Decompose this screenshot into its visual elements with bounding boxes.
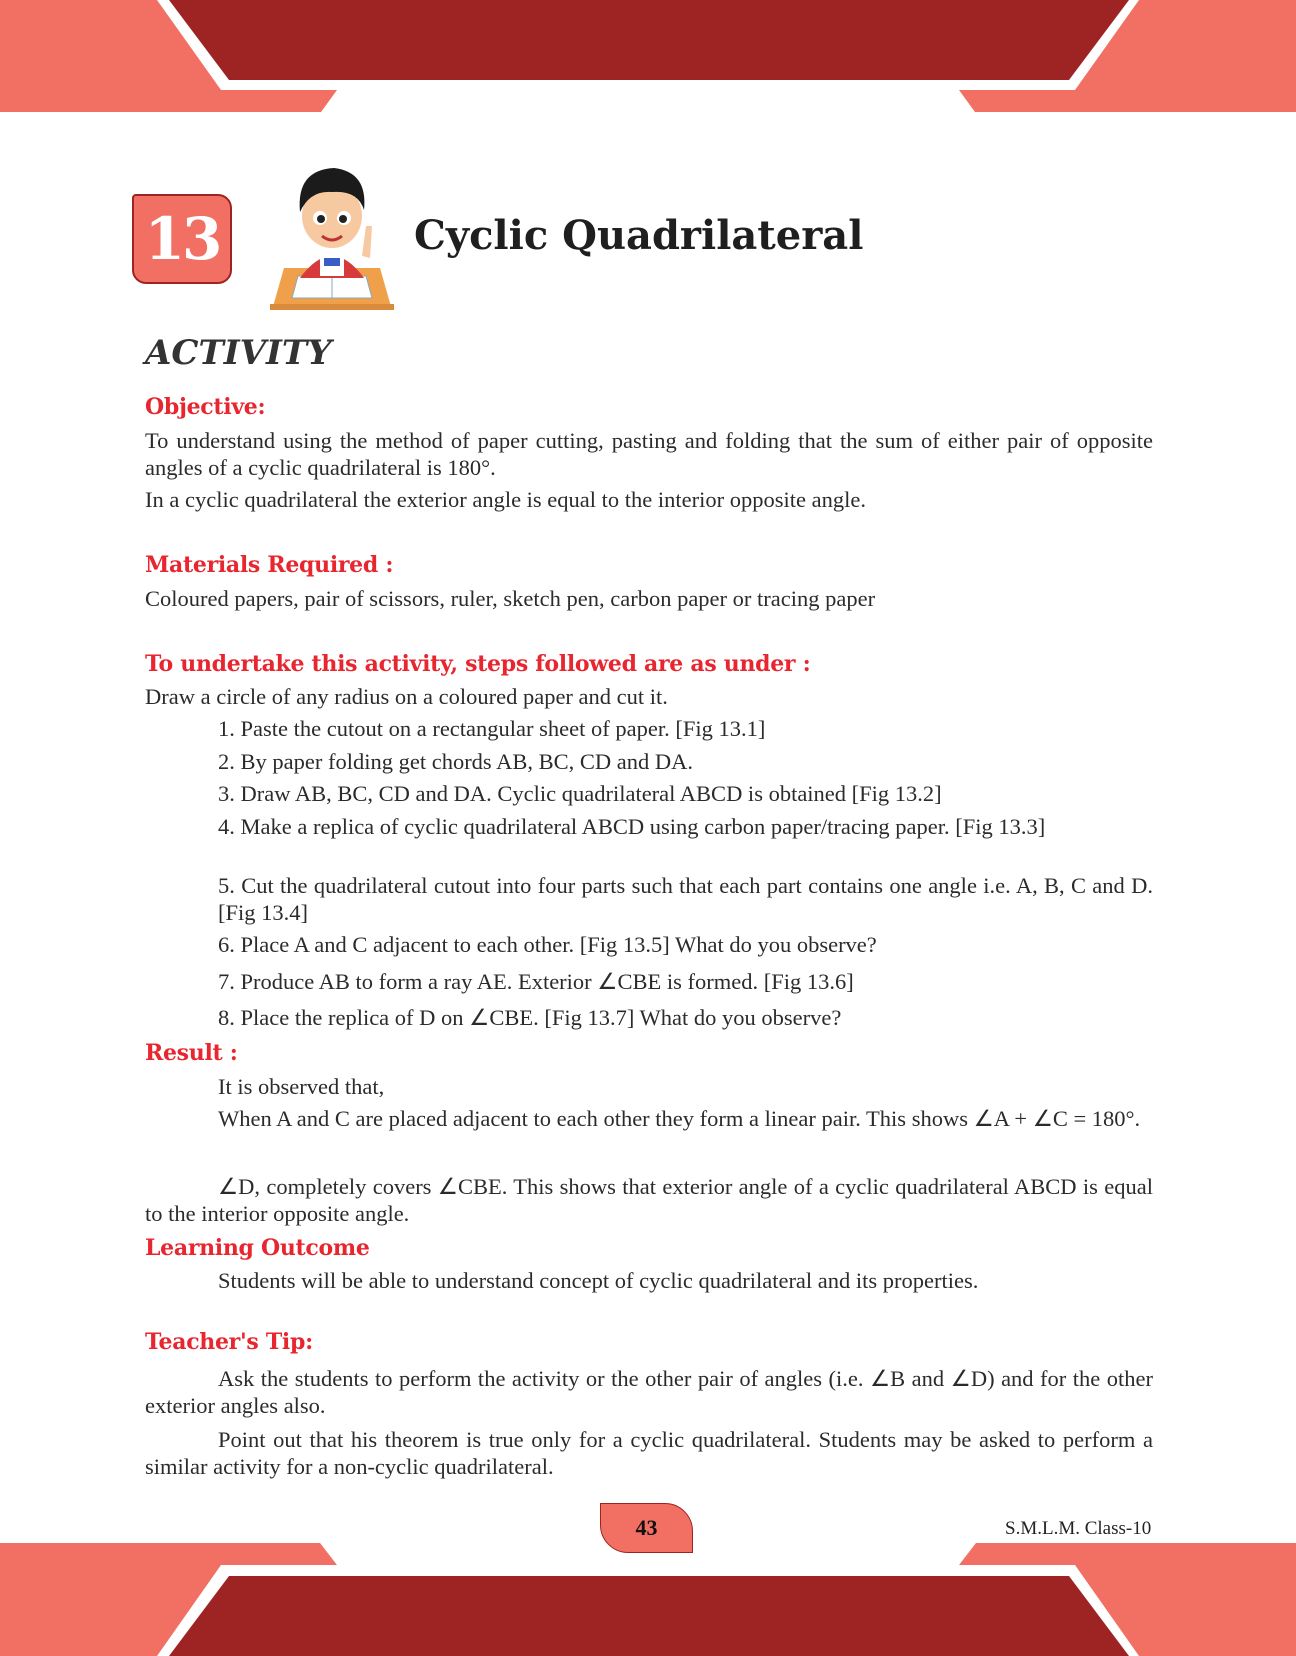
objective-heading: Objective: [145,394,266,420]
step-item: 7. Produce AB to form a ray AE. Exterior ∠CBE is formed. [Fig 13.6] [218,969,854,994]
teachers-tip-text-1: Ask the students to perform the activity or the other pair of angles (i.e. ∠B and ∠D) and for the other exterior angles also. [145,1366,1153,1418]
header-dark-band [169,0,1129,80]
student-illustration [262,166,402,310]
footer-dark-band [169,1576,1129,1656]
step-item: 1. Paste the cutout on a rectangular sheet of paper. [Fig 13.1] [218,716,766,741]
materials-heading: Materials Required : [145,552,394,578]
step-item: 3. Draw AB, BC, CD and DA. Cyclic quadrilateral ABCD is obtained [Fig 13.2] [218,781,942,806]
chapter-title: Cyclic Quadrilateral [414,212,864,259]
materials-text: Coloured papers, pair of scissors, ruler, sketch pen, carbon paper or tracing paper [145,586,876,611]
result-text-2: When A and C are placed adjacent to each other they form a linear pair. This shows ∠A + ∠C = 180°. [218,1106,1141,1131]
page-number-badge: 43 [600,1503,693,1553]
step-item: 8. Place the replica of D on ∠CBE. [Fig 13.7] What do you observe? [218,1005,842,1030]
learning-outcome-text: Students will be able to understand concept of cyclic quadrilateral and its properties. [218,1268,979,1293]
objective-text-1: To understand using the method of paper cutting, pasting and folding that the sum of either pair of opposite angles of a cyclic quadrilateral is 180°. [145,428,1153,480]
step-item: 5. Cut the quadrilateral cutout into four parts such that each part contains one angle i.e. A, B, C and D. [Fig 13.4] [218,873,1153,925]
teachers-tip-text-2: Point out that his theorem is true only for a cyclic quadrilateral. Students may be asked to perform a similar activity for a non-cyclic quadrilateral. [145,1427,1153,1479]
result-text-3: ∠D, completely covers ∠CBE. This shows that exterior angle of a cyclic quadrilateral ABCD is equal to the interior opposite angle. [145,1174,1153,1226]
step-item: 6. Place A and C adjacent to each other. [Fig 13.5] What do you observe? [218,932,877,957]
learning-outcome-heading: Learning Outcome [145,1235,370,1261]
step-item: 2. By paper folding get chords AB, BC, CD and DA. [218,749,693,774]
teachers-tip-heading: Teacher's Tip: [145,1329,313,1355]
steps-intro: Draw a circle of any radius on a coloured paper and cut it. [145,684,668,709]
result-text-1: It is observed that, [218,1074,385,1099]
objective-text-2: In a cyclic quadrilateral the exterior angle is equal to the interior opposite angle. [145,487,866,512]
chapter-number-badge: 13 [132,194,232,284]
class-label: S.M.L.M. Class-10 [1005,1518,1152,1539]
step-item: 4. Make a replica of cyclic quadrilateral ABCD using carbon paper/tracing paper. [Fig 13.3] [218,814,1046,839]
result-heading: Result : [145,1040,238,1066]
activity-heading: ACTIVITY [145,333,332,373]
steps-heading: To undertake this activity, steps followed are as under : [145,651,811,677]
